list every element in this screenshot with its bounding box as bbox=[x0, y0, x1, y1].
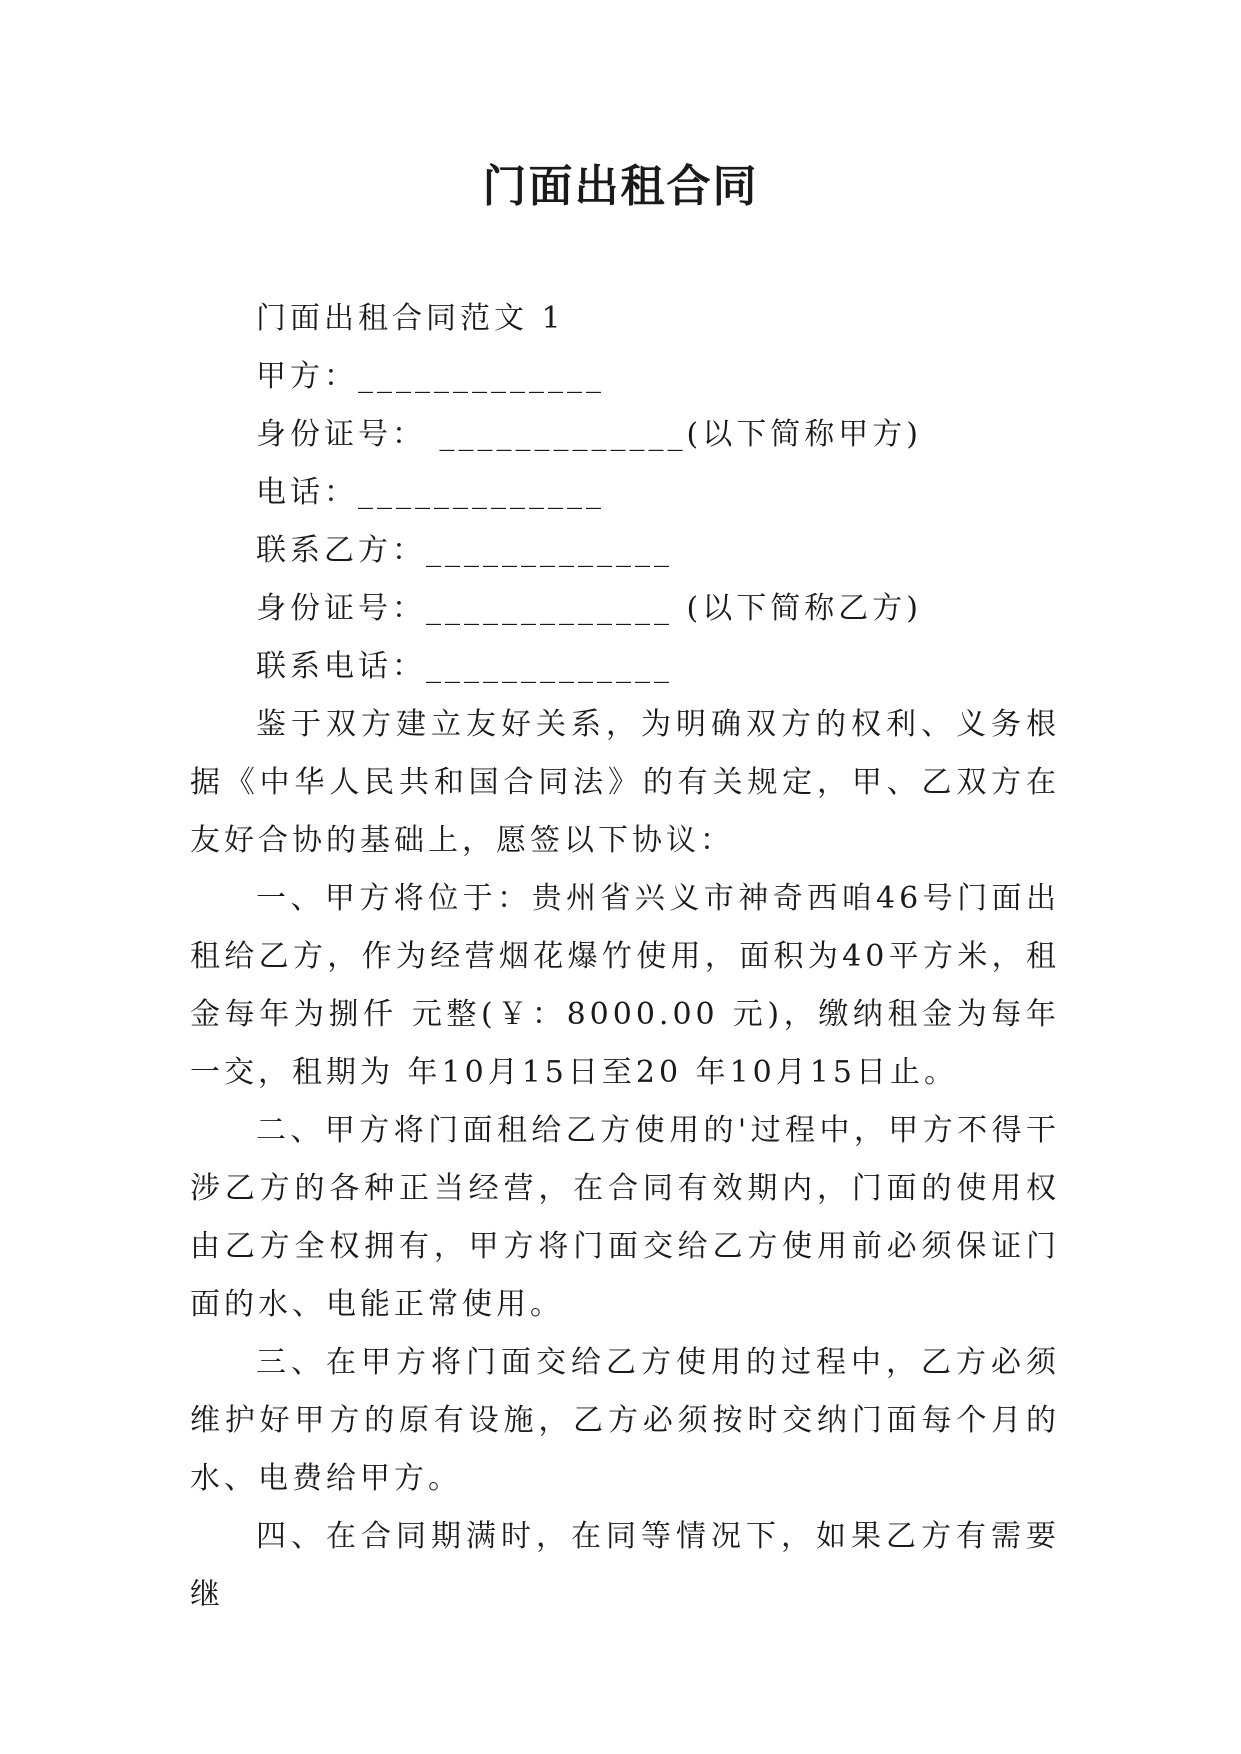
party-a-field: 甲方：_____________ bbox=[256, 359, 605, 394]
document-title: 门面出租合同 bbox=[482, 161, 759, 212]
document-body bbox=[190, 290, 1060, 1624]
clause-3-paragraph: 三、在甲方将门面交给乙方使用的过程中，乙方必须维护好甲方的原有设施，乙方必须按时交纳门面每个月的水、电费给甲方。 bbox=[190, 1345, 1060, 1496]
preamble-paragraph: 鉴于双方建立友好关系，为明确双方的权利、义务根据《中华人民共和国合同法》的有关规定，甲、乙双方在友好合协的基础上，愿签以下协议： bbox=[190, 707, 1060, 858]
clause-4-paragraph: 四、在合同期满时，在同等情况下，如果乙方有需要继 bbox=[190, 1519, 1060, 1612]
party-b-contact-field: 联系乙方：_____________ bbox=[256, 533, 673, 568]
party-b-phone-field: 联系电话：_____________ bbox=[256, 649, 673, 684]
clause-1-paragraph: 一、甲方将位于：贵州省兴义市神奇西咱46号门面出租给乙方，作为经营烟花爆竹使用，面积为40平方米，租金每年为捌仟 元整(￥：8000.00 元)，缴纳租金为每年一交，租期为 年10月15日至20 年10月15日止。 bbox=[190, 881, 1060, 1090]
document-subtitle: 门面出租合同范文 1 bbox=[256, 301, 565, 336]
party-a-id-field: 身份证号： _____________(以下简称甲方) bbox=[256, 417, 922, 452]
party-b-id-field: 身份证号：_____________ (以下简称乙方) bbox=[256, 591, 922, 626]
party-a-phone-field: 电话：_____________ bbox=[256, 475, 605, 510]
clause-2-paragraph: 二、甲方将门面租给乙方使用的'过程中，甲方不得干涉乙方的各种正当经营，在合同有效期内，门面的使用权由乙方全权拥有，甲方将门面交给乙方使用前必须保证门面的水、电能正常使用。 bbox=[190, 1113, 1060, 1322]
